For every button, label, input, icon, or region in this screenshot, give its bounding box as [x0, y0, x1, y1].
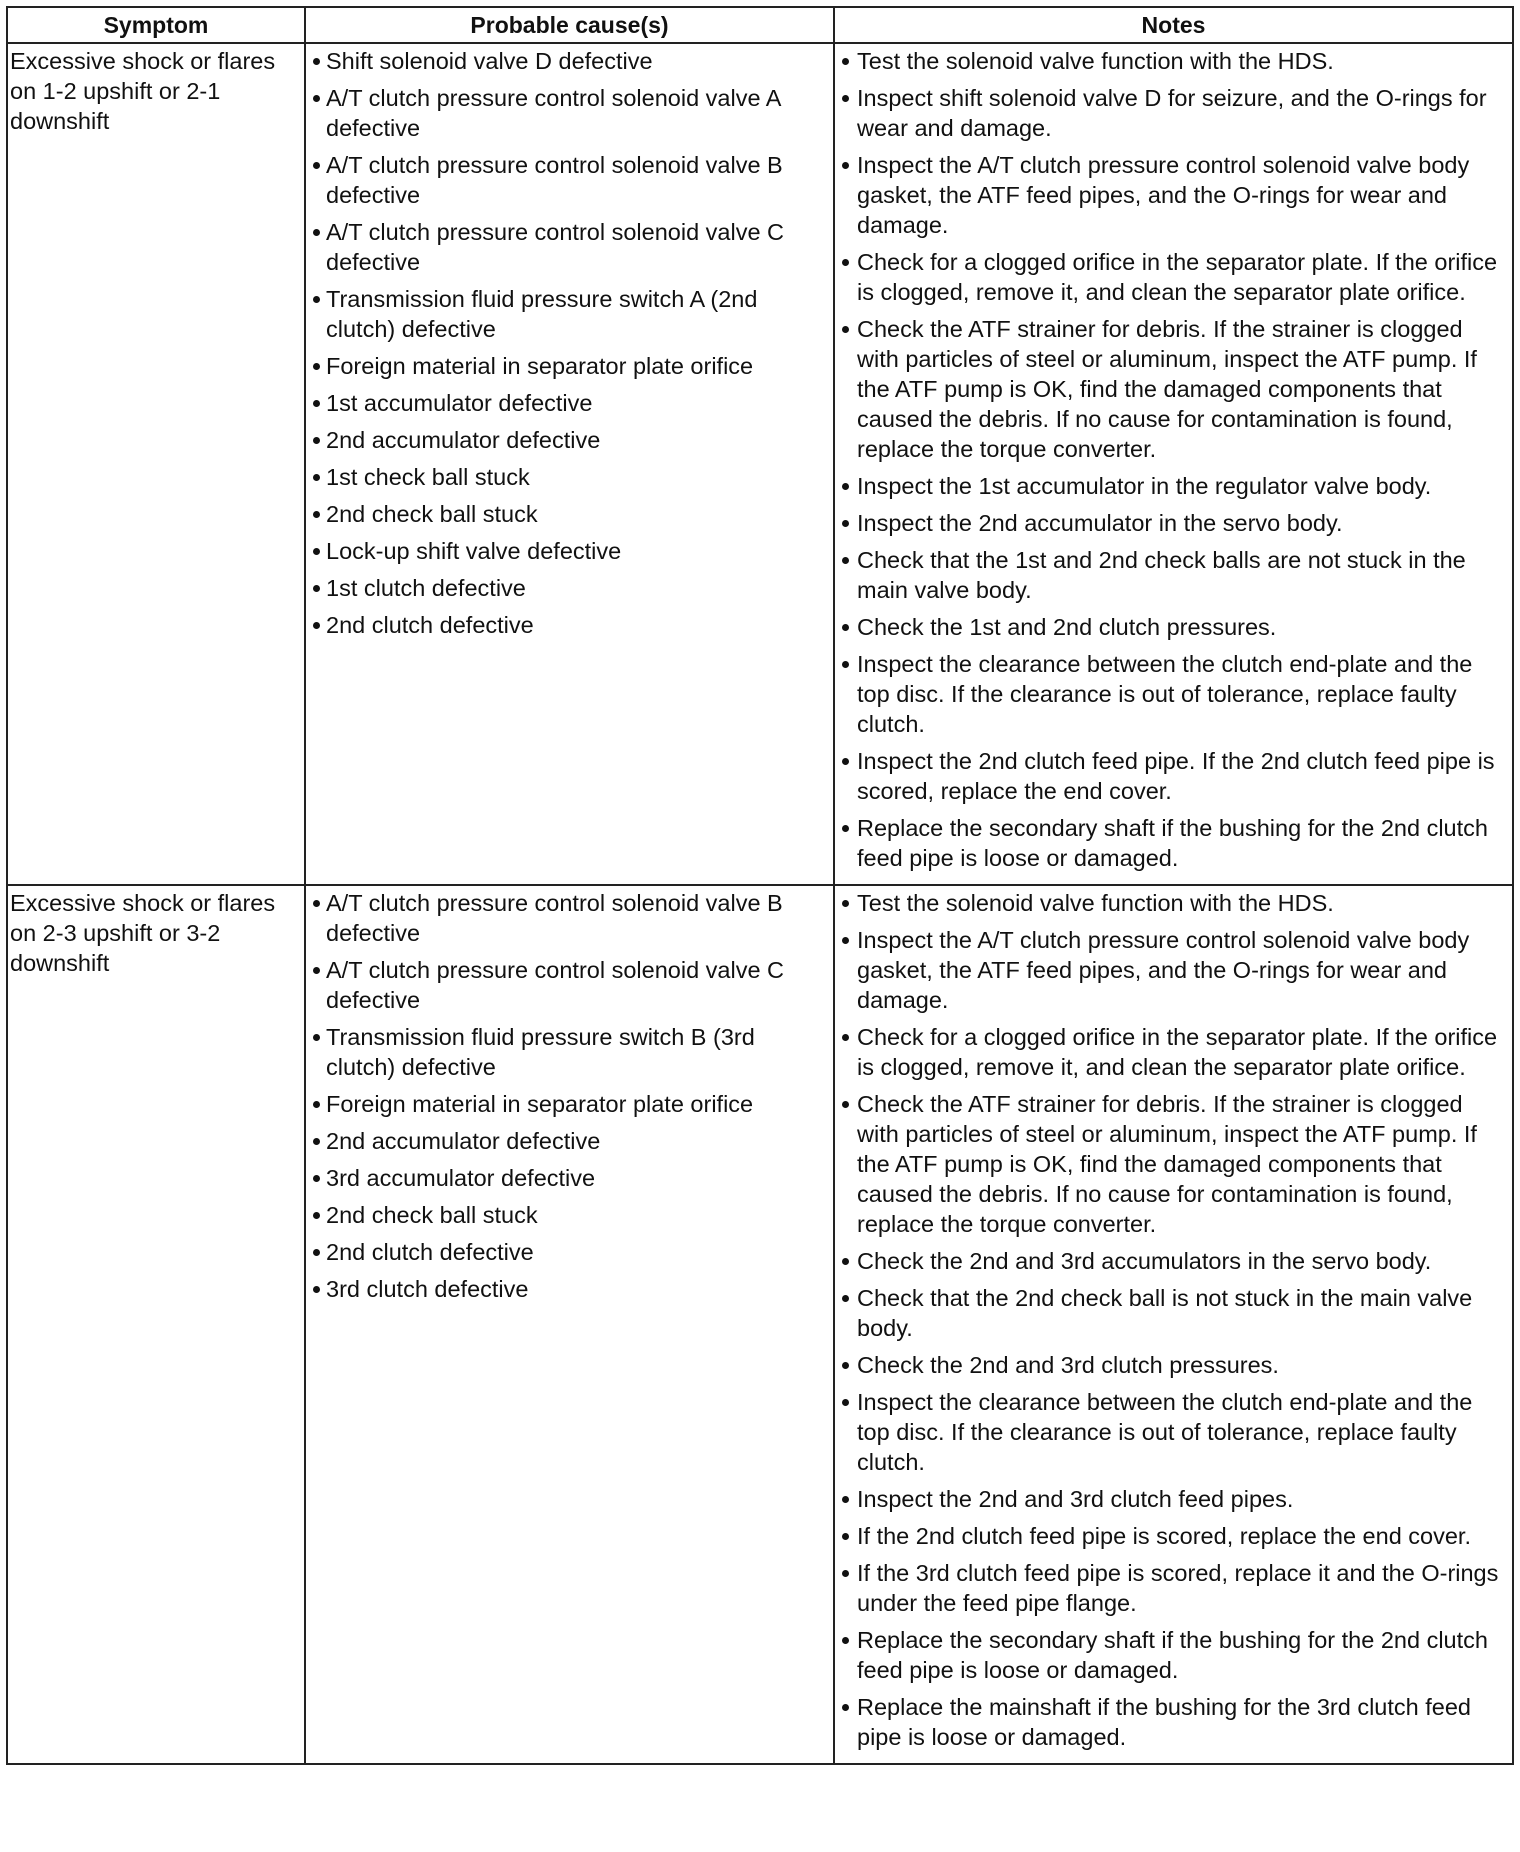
cause-item: Lock-up shift valve defective [310, 536, 829, 566]
header-symptom: Symptom [7, 7, 305, 43]
causes-cell [305, 43, 834, 885]
cause-item: 2nd clutch defective [310, 610, 829, 640]
note-item: Check the 2nd and 3rd accumulators in the servo body. [839, 1246, 1508, 1276]
cause-item: 2nd accumulator defective [310, 1126, 829, 1156]
note-item: Inspect the 2nd accumulator in the servo body. [839, 508, 1508, 538]
cause-item: Shift solenoid valve D defective [310, 46, 829, 76]
header-notes: Notes [834, 7, 1513, 43]
note-item: Inspect the A/T clutch pressure control solenoid valve body gasket, the ATF feed pipes, and the O-rings for wear and damage. [839, 150, 1508, 240]
cause-item: 3rd clutch defective [310, 1274, 829, 1304]
header-row [7, 7, 1513, 43]
cause-item: 1st accumulator defective [310, 388, 829, 418]
note-item: Check that the 2nd check ball is not stuck in the main valve body. [839, 1283, 1508, 1343]
cause-item: 2nd clutch defective [310, 1237, 829, 1267]
note-item: Replace the mainshaft if the bushing for the 3rd clutch feed pipe is loose or damaged. [839, 1692, 1508, 1752]
note-item: Inspect the 2nd and 3rd clutch feed pipes. [839, 1484, 1508, 1514]
symptom-cell: Excessive shock or flares on 1-2 upshift or 2-1 downshift [7, 43, 305, 885]
notes-cell [834, 43, 1513, 885]
note-item: Inspect the 1st accumulator in the regulator valve body. [839, 471, 1508, 501]
note-item: Test the solenoid valve function with the HDS. [839, 888, 1508, 918]
note-item: If the 2nd clutch feed pipe is scored, replace the end cover. [839, 1521, 1508, 1551]
cause-item: A/T clutch pressure control solenoid valve B defective [310, 150, 829, 210]
cause-item: 1st clutch defective [310, 573, 829, 603]
note-item: Inspect the A/T clutch pressure control solenoid valve body gasket, the ATF feed pipes, and the O-rings for wear and damage. [839, 925, 1508, 1015]
note-item: Check the 2nd and 3rd clutch pressures. [839, 1350, 1508, 1380]
cause-item: Transmission fluid pressure switch B (3rd clutch) defective [310, 1022, 829, 1082]
causes-list [310, 46, 829, 640]
note-item: Check for a clogged orifice in the separator plate. If the orifice is clogged, remove it, and clean the separator plate orifice. [839, 1022, 1508, 1082]
note-item: Check that the 1st and 2nd check balls are not stuck in the main valve body. [839, 545, 1508, 605]
table-row [7, 43, 1513, 885]
notes-cell [834, 885, 1513, 1764]
note-item: Inspect the clearance between the clutch end-plate and the top disc. If the clearance is out of tolerance, replace faulty clutch. [839, 649, 1508, 739]
table-header [7, 7, 1513, 43]
symptom-cell: Excessive shock or flares on 2-3 upshift or 3-2 downshift [7, 885, 305, 1764]
note-item: Check the ATF strainer for debris. If the strainer is clogged with particles of steel or aluminum, inspect the ATF pump. If the ATF pump is OK, find the damaged components that caused the debris. If no cause for contamination is found, replace the torque converter. [839, 314, 1508, 464]
table-row [7, 885, 1513, 1764]
cause-item: 2nd check ball stuck [310, 1200, 829, 1230]
causes-cell [305, 885, 834, 1764]
cause-item: Transmission fluid pressure switch A (2nd clutch) defective [310, 284, 829, 344]
note-item: Check the ATF strainer for debris. If the strainer is clogged with particles of steel or aluminum, inspect the ATF pump. If the ATF pump is OK, find the damaged components that caused the debris. If no cause for contamination is found, replace the torque converter. [839, 1089, 1508, 1239]
note-item: Replace the secondary shaft if the bushing for the 2nd clutch feed pipe is loose or damaged. [839, 1625, 1508, 1685]
cause-item: Foreign material in separator plate orifice [310, 1089, 829, 1119]
notes-list [839, 46, 1508, 873]
cause-item: A/T clutch pressure control solenoid valve C defective [310, 955, 829, 1015]
cause-item: A/T clutch pressure control solenoid valve B defective [310, 888, 829, 948]
note-item: Inspect the clearance between the clutch end-plate and the top disc. If the clearance is out of tolerance, replace faulty clutch. [839, 1387, 1508, 1477]
note-item: Test the solenoid valve function with the HDS. [839, 46, 1508, 76]
cause-item: A/T clutch pressure control solenoid valve C defective [310, 217, 829, 277]
troubleshooting-table [6, 6, 1514, 1765]
note-item: Check for a clogged orifice in the separator plate. If the orifice is clogged, remove it, and clean the separator plate orifice. [839, 247, 1508, 307]
note-item: Check the 1st and 2nd clutch pressures. [839, 612, 1508, 642]
notes-list [839, 888, 1508, 1752]
note-item: Replace the secondary shaft if the bushing for the 2nd clutch feed pipe is loose or damaged. [839, 813, 1508, 873]
cause-item: 3rd accumulator defective [310, 1163, 829, 1193]
cause-item: Foreign material in separator plate orifice [310, 351, 829, 381]
header-probable-causes: Probable cause(s) [305, 7, 834, 43]
cause-item: 1st check ball stuck [310, 462, 829, 492]
note-item: If the 3rd clutch feed pipe is scored, replace it and the O-rings under the feed pipe flange. [839, 1558, 1508, 1618]
note-item: Inspect the 2nd clutch feed pipe. If the 2nd clutch feed pipe is scored, replace the end cover. [839, 746, 1508, 806]
note-item: Inspect shift solenoid valve D for seizure, and the O-rings for wear and damage. [839, 83, 1508, 143]
causes-list [310, 888, 829, 1304]
cause-item: A/T clutch pressure control solenoid valve A defective [310, 83, 829, 143]
cause-item: 2nd check ball stuck [310, 499, 829, 529]
cause-item: 2nd accumulator defective [310, 425, 829, 455]
